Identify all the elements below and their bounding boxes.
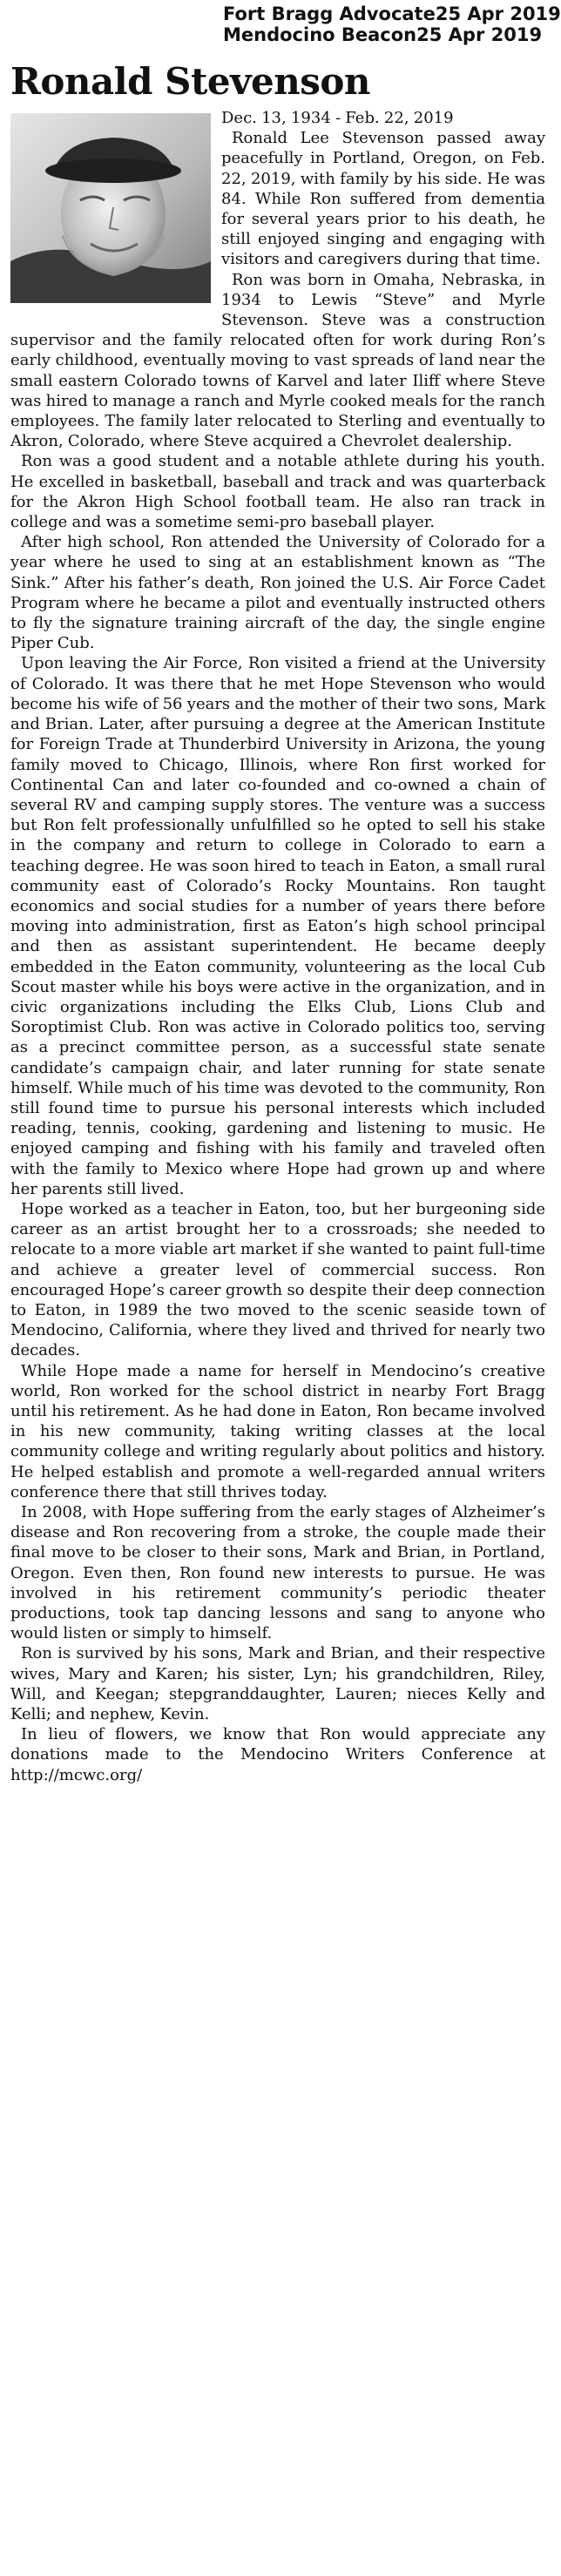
- paragraph: While Hope made a name for herself in Mendocino’s creative world, Ron worked for the school district in nearby Fort Bragg until his retirement. As he had done in Eaton, Ron became involved in his new community, taking writing classes at the local community college and writing regularly about politics and history. He helped establish and promote a well-regarded annual writers conference there that still thrives today.: [10, 1361, 545, 1501]
- newspaper-name: Mendocino Beacon: [223, 24, 417, 45]
- source-line: [223, 24, 543, 45]
- paragraph: Upon leaving the Air Force, Ron visited a friend at the University of Colorado. It was there that he met Hope Stevenson who would become his wife of 56 years and the mother of their two sons, Mark and Brian. Later, after pursuing a degree at the American Institute for Foreign Trade at Thunderbird University in Arizona, the young family moved to Chicago, Illinois, where Ron first worked for Continental Can and later co-founded and co-owned a chain of several RV and camping supply stores. The venture was a success but Ron felt professionally unfulfilled so he opted to sell his stake in the company and return to college in Colorado to earn a teaching degree. He was soon hired to teach in Eaton, a small rural community east of Colorado’s Rocky Mountains. Ron taught economics and social studies for a number of years there before moving into administration, first as Eaton’s high school principal and then as assistant superintendent. He became deeply embedded in the Eaton community, volunteering as the local Cub Scout master while his boys were active in the organization, and in civic organizations including the Elks Club, Lions Club and Soroptimist Club. Ron was active in Colorado politics too, serving as a precinct committee person, as a successful state senate candidate’s campaign chair, and later running for state senate himself. While much of his time was devoted to the community, Ron still found time to pursue his personal interests which included reading, tennis, cooking, gardening and listening to music. He enjoyed camping and fishing with his family and traveled often with the family to Mexico where Hope had grown up and where her parents still lived.: [10, 654, 545, 1198]
- source-line: [223, 3, 561, 24]
- newspaper-name: Fort Bragg Advocate: [223, 3, 436, 24]
- life-dates: Dec. 13, 1934 - Feb. 22, 2019: [221, 109, 454, 127]
- publication-date: 25 Apr 2019: [435, 3, 561, 24]
- publication-date: 25 Apr 2019: [416, 24, 543, 45]
- photo-space: [10, 108, 221, 322]
- paragraph: Ronald Lee Stevenson passed away peacefully in Portland, Oregon, on Feb. 22, 2019, with family by his side. He was 84. While Ron suffered from dementia for several years prior to his death, he still enjoyed singing and engaging with visitors and caregivers during that time.: [221, 129, 545, 269]
- obituary-text: [10, 108, 545, 1785]
- paragraph: After high school, Ron attended the University of Colorado for a year where he used to sing at an establishment known as “The Sink.” After his father’s death, Ron joined the U.S. Air Force Cadet Program where he became a pilot and eventually instructed others to fly the signature training aircraft of the day, the single engine Piper Cub.: [10, 533, 545, 653]
- deceased-name: Ronald Stevenson: [10, 60, 370, 103]
- paragraph: Hope worked as a teacher in Eaton, too, but her burgeoning side career as an artist brought her to a crossroads; she needed to relocate to a more viable art market if she wanted to paint full-time and achieve a greater level of commercial success. Ron encouraged Hope’s career growth so despite their deep connection to Eaton, in 1989 the two moved to the scenic seaside town of Mendocino, California, where they lived and thrived for nearly two decades.: [10, 1199, 545, 1360]
- paragraph: Ron was a good student and a notable athlete during his youth. He excelled in basketball, baseball and track and was quarterback for the Akron High School football team. He also ran track in college and was a sometime semi-pro baseball player.: [10, 452, 545, 532]
- paragraph: In 2008, with Hope suffering from the early stages of Alzheimer’s disease and Ron recovering from a stroke, the couple made their final move to be closer to their sons, Mark and Brian, in Portland, Oregon. Even then, Ron found new interests to pursue. He was involved in his retirement community’s periodic theater productions, took tap dancing lessons and sang to anyone who would listen or simply to himself.: [10, 1503, 545, 1643]
- paragraph: In lieu of flowers, we know that Ron would appreciate any donations made to the Mendocino Writers Conference at http://mcwc.org/: [10, 1725, 545, 1784]
- paragraph: Ron was born in Omaha, Nebraska, in 1934 to Lewis “Steve” and Myrle Stevenson. Steve was a construction supervisor and the family relocated often for work during Ron’s early childhood, eventually moving to vast spreads of land near the small eastern Colorado towns of Karvel and later Iliff where Steve was hired to manage a ranch and Myrle cooked meals for the ranch employees. The family later relocated to Sterling and eventually to Akron, Colorado, where Steve acquired a Chevrolet dealership.: [10, 270, 545, 451]
- paragraph: Ron is survived by his sons, Mark and Brian, and their respective wives, Mary and Karen; his sister, Lyn; his grandchildren, Riley, Will, and Keegan; stepgranddaughter, Lauren; nieces Kelly and Kelli; and nephew, Kevin.: [10, 1644, 545, 1724]
